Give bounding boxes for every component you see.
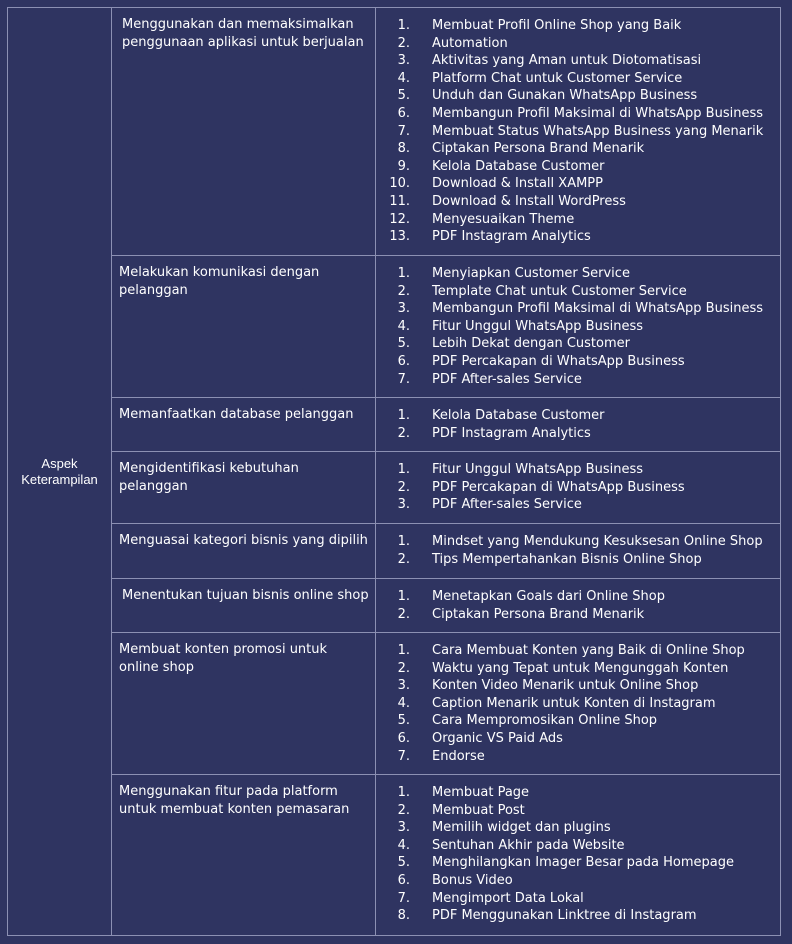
topic-item	[376, 35, 780, 53]
topic-number: 3.	[397, 301, 410, 317]
topics-cell	[376, 452, 781, 524]
competency-cell: Memanfaatkan database pelanggan	[112, 398, 376, 452]
topic-number: 8.	[397, 141, 410, 157]
topic-title: Download & Install XAMPP	[432, 176, 603, 192]
topic-list	[376, 265, 780, 388]
topic-number: 8.	[397, 908, 410, 924]
topic-title: PDF Menggunakan Linktree di Instagram	[432, 908, 697, 924]
topic-list	[376, 642, 780, 765]
topic-title: Membuat Page	[432, 785, 530, 800]
topic-title: Cara Membuat Konten yang Baik di Online Shop	[432, 643, 745, 658]
topic-number: 6.	[397, 730, 410, 746]
topic-item	[376, 318, 780, 336]
topics-cell	[376, 256, 781, 398]
topic-title: Membuat Profil Online Shop yang Baik	[432, 18, 682, 33]
topic-title: Memilih widget dan plugins	[432, 820, 611, 836]
topic-number: 1.	[397, 462, 410, 477]
topic-title: Menghilangkan Imager Besar pada Homepage	[432, 855, 735, 871]
topic-number: 2.	[397, 283, 410, 299]
topics-cell	[376, 398, 781, 452]
topic-item	[376, 371, 780, 389]
topics-cell	[376, 775, 781, 936]
topic-number: 7.	[397, 748, 410, 764]
topic-number: 1.	[397, 643, 410, 658]
skill-row	[8, 775, 781, 936]
competency-cell: Menggunakan dan memaksimalkan penggunaan aplikasi untuk berjualan	[112, 8, 376, 256]
topic-title: Waktu yang Tepat untuk Mengunggah Konten	[432, 660, 729, 676]
topic-title: Mengimport Data Lokal	[432, 890, 584, 906]
topic-title: Fitur Unggul WhatsApp Business	[432, 462, 643, 477]
topic-title: Bonus Video	[432, 872, 513, 888]
topic-title: Sentuhan Akhir pada Website	[432, 837, 625, 853]
topic-number: 2.	[397, 551, 410, 567]
topic-item	[376, 533, 780, 551]
topic-number: 1.	[397, 266, 410, 281]
skills-table	[7, 7, 781, 936]
topic-number: 12.	[389, 211, 410, 227]
topic-item	[376, 87, 780, 105]
topic-title: Menetapkan Goals dari Online Shop	[432, 589, 665, 604]
topic-item	[376, 300, 780, 318]
skill-row	[8, 398, 781, 452]
topic-number: 7.	[397, 371, 410, 387]
topic-number: 7.	[397, 123, 410, 139]
topic-title: PDF Percakapan di WhatsApp Business	[432, 353, 685, 369]
topic-number: 5.	[397, 713, 410, 729]
topic-item	[376, 353, 780, 371]
topic-item	[376, 642, 780, 660]
competency-cell: Membuat konten promosi untuk online shop	[112, 633, 376, 775]
competency-cell: Menentukan tujuan bisnis online shop	[112, 579, 376, 633]
topic-title: PDF Instagram Analytics	[432, 425, 591, 441]
topic-item	[376, 784, 780, 802]
topic-item	[376, 461, 780, 479]
topic-item	[376, 17, 780, 35]
topic-item	[376, 335, 780, 353]
topic-item	[376, 695, 780, 713]
topic-number: 3.	[397, 53, 410, 69]
topic-item	[376, 228, 780, 246]
topic-item	[376, 52, 780, 70]
topic-item	[376, 123, 780, 141]
topic-number: 4.	[397, 837, 410, 853]
skill-row	[8, 452, 781, 524]
topic-number: 1.	[397, 18, 410, 33]
topic-title: PDF Instagram Analytics	[432, 229, 591, 245]
topic-number: 2.	[397, 660, 410, 676]
topic-list	[376, 588, 780, 623]
topics-cell	[376, 8, 781, 256]
topic-title: Cara Mempromosikan Online Shop	[432, 713, 658, 729]
topic-number: 2.	[397, 802, 410, 818]
topic-number: 6.	[397, 872, 410, 888]
topic-title: Membuat Status WhatsApp Business yang Menarik	[432, 123, 764, 139]
topic-title: Membangun Profil Maksimal di WhatsApp Business	[432, 301, 764, 317]
aspect-label-line2: Keterampilan	[21, 471, 98, 487]
topic-number: 1.	[397, 408, 410, 423]
topic-number: 6.	[397, 105, 410, 121]
topic-number: 10.	[389, 176, 410, 192]
topic-item	[376, 407, 780, 425]
topic-number: 1.	[397, 589, 410, 604]
topic-title: Menyesuaikan Theme	[432, 211, 575, 227]
topic-number: 2.	[397, 479, 410, 495]
topic-title: Organic VS Paid Ads	[432, 730, 563, 746]
topic-list	[376, 533, 780, 568]
topic-item	[376, 677, 780, 695]
topic-item	[376, 496, 780, 514]
topic-item	[376, 425, 780, 443]
competency-cell: Melakukan komunikasi dengan pelanggan	[112, 256, 376, 398]
topics-cell	[376, 633, 781, 775]
skill-row	[8, 524, 781, 579]
topic-item	[376, 712, 780, 730]
topic-number: 4.	[397, 318, 410, 334]
topic-number: 3.	[397, 497, 410, 513]
aspect-cell	[8, 8, 112, 936]
topic-list	[376, 17, 780, 246]
topic-title: Ciptakan Persona Brand Menarik	[432, 606, 645, 622]
topic-item	[376, 730, 780, 748]
topic-title: Menyiapkan Customer Service	[432, 266, 630, 281]
topic-item	[376, 837, 780, 855]
topic-item	[376, 193, 780, 211]
topic-number: 5.	[397, 336, 410, 352]
competency-cell: Mengidentifikasi kebutuhan pelanggan	[112, 452, 376, 524]
topic-title: Aktivitas yang Aman untuk Diotomatisasi	[432, 53, 702, 69]
topic-title: Kelola Database Customer	[432, 158, 605, 174]
topic-number: 11.	[389, 193, 410, 209]
topic-item	[376, 175, 780, 193]
topic-number: 1.	[397, 785, 410, 800]
aspect-label-line1: Aspek	[41, 455, 78, 471]
topic-item	[376, 890, 780, 908]
topic-title: Kelola Database Customer	[432, 408, 605, 423]
topic-title: Membangun Profil Maksimal di WhatsApp Business	[432, 105, 764, 121]
topic-item	[376, 140, 780, 158]
topic-title: Automation	[432, 35, 508, 51]
topic-number: 5.	[397, 88, 410, 104]
topic-list	[376, 784, 780, 925]
topic-item	[376, 606, 780, 624]
topic-title: Tips Mempertahankan Bisnis Online Shop	[432, 551, 702, 567]
topic-title: PDF After-sales Service	[432, 497, 582, 513]
topic-item	[376, 70, 780, 88]
topic-number: 2.	[397, 606, 410, 622]
topic-item	[376, 907, 780, 925]
topic-item	[376, 551, 780, 569]
skill-row	[8, 633, 781, 775]
topic-number: 3.	[397, 820, 410, 836]
topic-item	[376, 802, 780, 820]
topic-item	[376, 158, 780, 176]
skills-table-body	[8, 8, 781, 936]
topic-list	[376, 407, 780, 442]
topic-number: 13.	[389, 229, 410, 245]
topics-cell	[376, 579, 781, 633]
topic-item	[376, 479, 780, 497]
skill-row	[8, 256, 781, 398]
topic-title: Fitur Unggul WhatsApp Business	[432, 318, 643, 334]
topics-cell	[376, 524, 781, 579]
topic-title: Ciptakan Persona Brand Menarik	[432, 141, 645, 157]
topic-item	[376, 819, 780, 837]
topic-item	[376, 872, 780, 890]
topic-number: 1.	[397, 534, 410, 549]
topic-number: 9.	[397, 158, 410, 174]
topic-number: 5.	[397, 855, 410, 871]
topic-title: Konten Video Menarik untuk Online Shop	[432, 678, 699, 694]
topic-number: 3.	[397, 678, 410, 694]
topic-number: 4.	[397, 695, 410, 711]
competency-cell: Menggunakan fitur pada platform untuk membuat konten pemasaran	[112, 775, 376, 936]
topic-number: 7.	[397, 890, 410, 906]
topic-title: Template Chat untuk Customer Service	[432, 283, 687, 299]
topic-title: Endorse	[432, 748, 485, 764]
topic-number: 4.	[397, 70, 410, 86]
topic-item	[376, 211, 780, 229]
topic-item	[376, 265, 780, 283]
topic-number: 2.	[397, 425, 410, 441]
topic-title: Lebih Dekat dengan Customer	[432, 336, 630, 352]
topic-item	[376, 283, 780, 301]
topic-number: 2.	[397, 35, 410, 51]
topic-title: PDF Percakapan di WhatsApp Business	[432, 479, 685, 495]
topic-item	[376, 105, 780, 123]
skill-row	[8, 8, 781, 256]
topic-title: Mindset yang Mendukung Kesuksesan Online Shop	[432, 534, 763, 549]
topic-item	[376, 748, 780, 766]
topic-title: Download & Install WordPress	[432, 193, 626, 209]
topic-title: Caption Menarik untuk Konten di Instagram	[432, 695, 716, 711]
topic-title: Unduh dan Gunakan WhatsApp Business	[432, 88, 698, 104]
competency-cell: Menguasai kategori bisnis yang dipilih	[112, 524, 376, 579]
skill-row	[8, 579, 781, 633]
topic-title: PDF After-sales Service	[432, 371, 582, 387]
topic-item	[376, 660, 780, 678]
topic-item	[376, 588, 780, 606]
topic-number: 6.	[397, 353, 410, 369]
topic-item	[376, 854, 780, 872]
topic-list	[376, 461, 780, 514]
topic-title: Membuat Post	[432, 802, 525, 818]
topic-title: Platform Chat untuk Customer Service	[432, 70, 683, 86]
